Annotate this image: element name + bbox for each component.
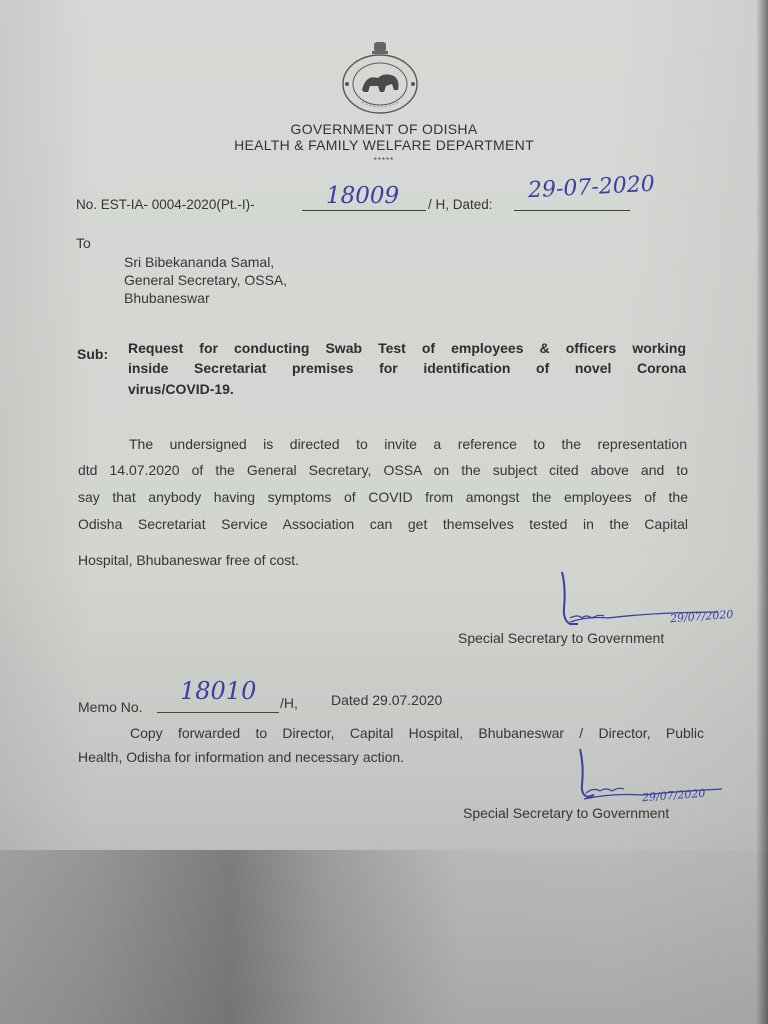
memo-line: Health, Odisha for information and necessary action. xyxy=(78,749,405,765)
subject-label: Sub: xyxy=(77,346,109,362)
addressee-line: Sri Bibekananda Samal, xyxy=(124,254,275,270)
memo-line: Copy forwarded to Director, Capital Hospital, Bhubaneswar / Director, Public xyxy=(130,725,704,741)
bottom-shadow xyxy=(0,850,768,1024)
subject-line: inside Secretariat premises for identification of novel Corona xyxy=(128,360,686,376)
government-title: GOVERNMENT OF ODISHA xyxy=(290,121,478,137)
memo-suffix: /H, xyxy=(280,695,298,711)
body-line: dtd 14.07.2020 of the General Secretary, OSSA on the subject cited above and to xyxy=(78,462,688,478)
signature-scribble-icon xyxy=(548,568,728,638)
memo-label: Memo No. xyxy=(78,699,143,715)
body-line: say that anybody having symptoms of COVID from amongst the employees of the xyxy=(78,489,688,505)
header-separator: ***** xyxy=(373,156,395,165)
signatory-designation: Special Secretary to Government xyxy=(463,805,670,821)
reference-suffix: / H, Dated: xyxy=(428,197,493,212)
dated-handwritten: 29-07-2020 xyxy=(527,171,656,204)
body-line: Hospital, Bhubaneswar free of cost. xyxy=(78,552,300,568)
memo-dated: Dated 29.07.2020 xyxy=(331,692,443,708)
reference-prefix: No. EST-IA- 0004-2020(Pt.-I)- xyxy=(76,197,255,212)
page-edge-shadow xyxy=(756,0,768,1024)
signatory-designation: Special Secretary to Government xyxy=(458,630,665,646)
reference-number-underline xyxy=(302,210,426,211)
subject-line: Request for conducting Swab Test of employees & officers working xyxy=(128,340,686,356)
body-line: The undersigned is directed to invite a reference to the representation xyxy=(129,436,687,452)
dated-underline xyxy=(514,210,630,211)
state-emblem-icon xyxy=(320,38,440,116)
memo-number-handwritten: 18010 xyxy=(180,677,257,705)
addressee-line: General Secretary, OSSA, xyxy=(124,272,288,288)
signature-date: 29/07/2020 xyxy=(669,607,734,626)
memo-number-underline xyxy=(157,712,279,713)
subject-line: virus/COVID-19. xyxy=(128,381,234,397)
body-line: Odisha Secretariat Service Association can get themselves tested in the Capital xyxy=(78,516,688,532)
addressee-line: Bhubaneswar xyxy=(124,290,210,306)
department-title: HEALTH & FAMILY WELFARE DEPARTMENT xyxy=(234,137,534,153)
reference-number-handwritten: 18009 xyxy=(326,183,400,209)
to-label: To xyxy=(76,235,91,251)
signature-date: 29/07/2020 xyxy=(641,786,706,805)
